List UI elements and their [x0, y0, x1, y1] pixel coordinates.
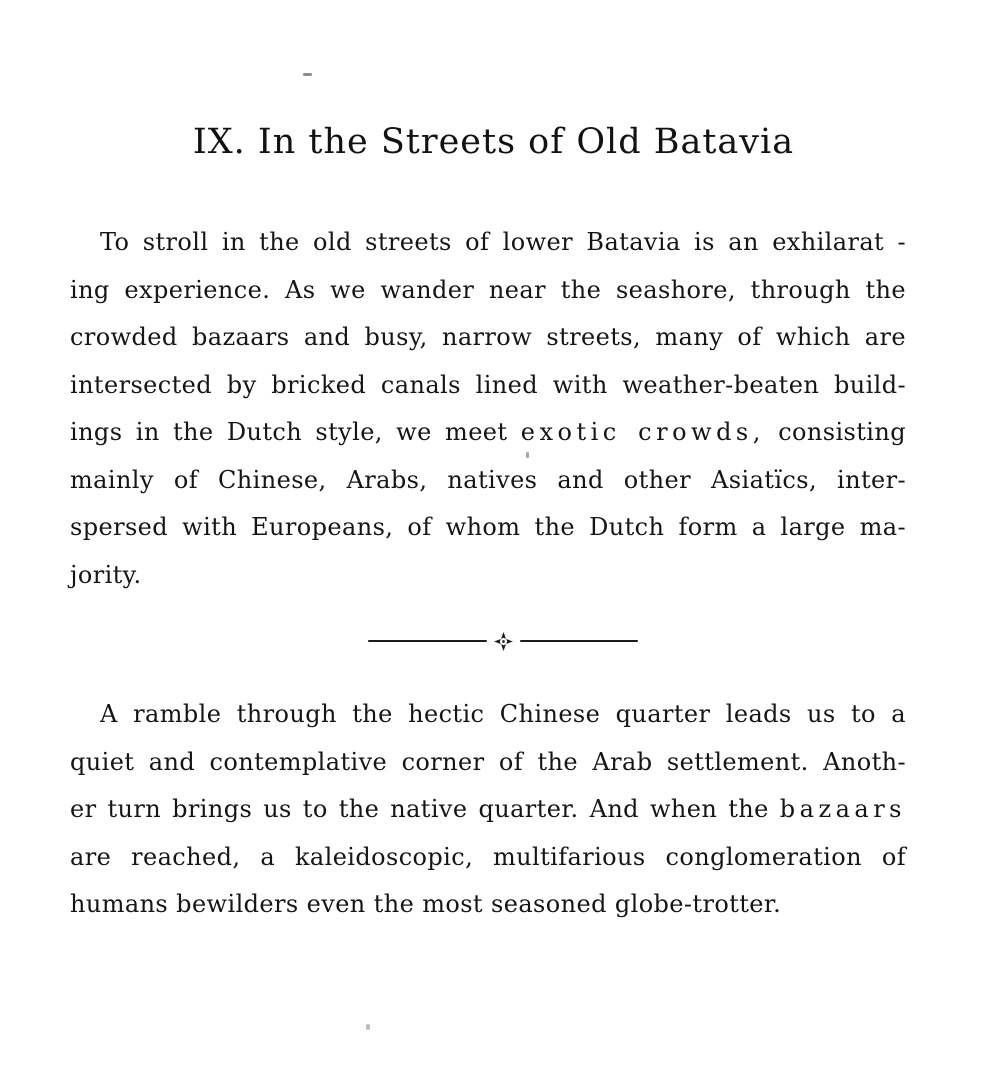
text-segment-letterspaced: bazaars — [779, 795, 906, 823]
text-line: spersed with Europeans, of whom the Dutch form a large ma- — [70, 513, 906, 541]
page-title: IX. In the Streets of Old Batavia — [192, 122, 795, 162]
text-segment: consisting — [764, 418, 906, 446]
cross-fleuron-icon — [494, 632, 513, 651]
text-line: humans bewilders even the most seasoned globe-trotter. — [70, 890, 782, 918]
text-segment-letterspaced: exotic crowds, — [520, 418, 765, 446]
text-line — [70, 409, 906, 457]
text-line — [70, 786, 906, 834]
text-line: To stroll in the old streets of lower Batavia is an exhilarat - — [100, 228, 906, 256]
scan-speck — [303, 73, 312, 76]
text-line: mainly of Chinese, Arabs, natives and other Asiatïcs, inter- — [70, 465, 906, 494]
text-line: crowded bazaars and busy, narrow streets, many of which are — [70, 323, 906, 351]
paragraph-1 — [70, 219, 906, 599]
text-line: jority. — [70, 560, 142, 589]
scan-speck — [366, 1024, 370, 1030]
text-line: intersected by bricked canals lined with weather-beaten build- — [70, 370, 906, 399]
text-line: are reached, a kaleidoscopic, multifarious conglomeration of — [70, 842, 906, 871]
divider-rule-left — [368, 640, 487, 642]
divider-rule-right — [520, 640, 638, 642]
text-line: ing experience. As we wander near the seashore, through the — [70, 275, 906, 304]
text-line: A ramble through the hectic Chinese quarter leads us to a — [100, 700, 906, 728]
text-segment: ings in the Dutch style, we meet — [70, 418, 521, 446]
section-divider — [9, 629, 987, 653]
paragraph-2 — [70, 691, 906, 929]
text-segment: er turn brings us to the native quarter. And when the — [70, 795, 780, 823]
scan-speck — [526, 452, 529, 458]
text-line: quiet and contemplative corner of the Arab settlement. Anoth- — [70, 747, 906, 776]
